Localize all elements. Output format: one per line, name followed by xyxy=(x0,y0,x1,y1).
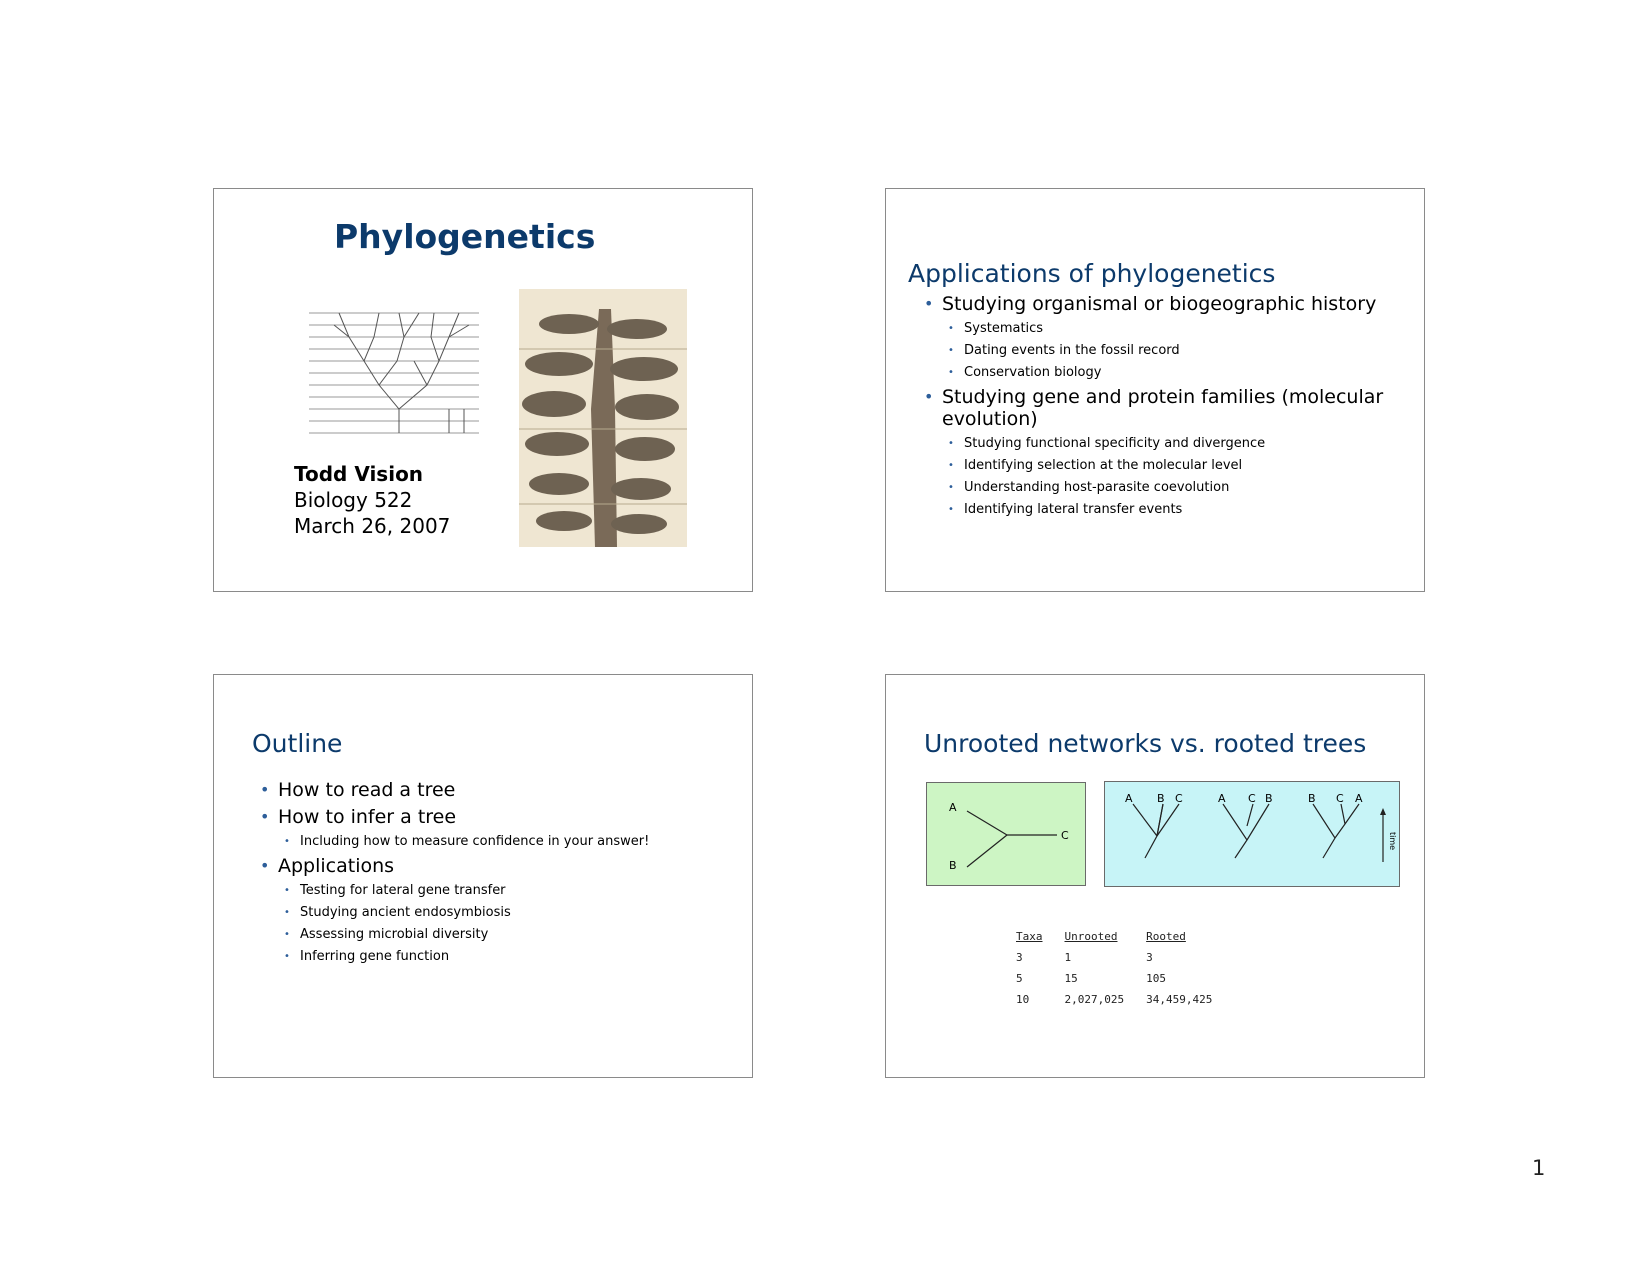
table-cell: 34,459,425 xyxy=(1146,993,1213,1006)
sub-bullet-item: • Assessing microbial diversity xyxy=(258,926,728,943)
course-name: Biology 522 xyxy=(294,488,413,512)
slide-heading: Outline xyxy=(252,729,343,758)
taxon-label: C xyxy=(1175,792,1183,805)
taxon-label: A xyxy=(1218,792,1226,805)
bullet-item: • Studying organismal or biogeographic history xyxy=(922,293,1402,315)
column-header: Rooted xyxy=(1146,930,1186,943)
bullet-list xyxy=(922,293,1402,523)
author-block xyxy=(294,461,450,539)
taxon-label: B xyxy=(1308,792,1316,805)
lecture-date: March 26, 2007 xyxy=(294,514,451,538)
table-header-row xyxy=(1016,930,1234,951)
taxon-label: C xyxy=(1061,829,1069,842)
sub-bullet-item: • Systematics xyxy=(922,320,1402,337)
page-number: 1 xyxy=(1532,1156,1546,1180)
slide-outline xyxy=(213,674,753,1078)
table-row xyxy=(1016,993,1234,1014)
sub-bullet-item: • Studying ancient endosymbiosis xyxy=(258,904,728,921)
tree-of-life-image xyxy=(519,289,687,547)
taxon-label: C xyxy=(1336,792,1344,805)
unrooted-network-diagram xyxy=(926,782,1086,886)
sub-bullet-item: • Inferring gene function xyxy=(258,948,728,965)
bullet-item: • How to read a tree xyxy=(258,779,728,801)
taxon-label: B xyxy=(1157,792,1165,805)
table-cell: 2,027,025 xyxy=(1064,993,1125,1006)
author-name: Todd Vision xyxy=(294,462,424,486)
sub-bullet-item: • Including how to measure confidence in your answer! xyxy=(258,833,728,850)
sub-bullet-item: • Conservation biology xyxy=(922,364,1402,381)
sub-bullet-item: • Dating events in the fossil record xyxy=(922,342,1402,359)
sub-bullet-item: • Testing for lateral gene transfer xyxy=(258,882,728,899)
taxon-label: A xyxy=(1125,792,1133,805)
table-cell: 15 xyxy=(1064,972,1078,985)
bullet-list xyxy=(258,779,728,970)
bullet-item: • Applications xyxy=(258,855,728,877)
table-row xyxy=(1016,951,1234,972)
taxon-label: B xyxy=(1265,792,1273,805)
sub-bullet-item: • Studying functional specificity and divergence xyxy=(922,435,1402,452)
taxon-label: A xyxy=(949,801,957,814)
slide-networks xyxy=(885,674,1425,1078)
slide-heading: Unrooted networks vs. rooted trees xyxy=(924,729,1367,758)
column-header: Unrooted xyxy=(1064,930,1118,943)
table-row xyxy=(1016,972,1234,993)
taxon-label: A xyxy=(1355,792,1363,805)
table-cell: 1 xyxy=(1064,951,1072,964)
table-cell: 5 xyxy=(1016,972,1023,985)
sub-bullet-item: • Identifying selection at the molecular level xyxy=(922,457,1402,474)
time-axis-label: time xyxy=(1388,832,1397,851)
rooted-trees-diagram xyxy=(1104,781,1400,887)
slide-heading: Applications of phylogenetics xyxy=(908,259,1276,288)
sub-bullet-item: • Identifying lateral transfer events xyxy=(922,501,1402,518)
presentation-title: Phylogenetics xyxy=(334,217,596,256)
table-cell: 3 xyxy=(1016,951,1023,964)
slide-applications xyxy=(885,188,1425,592)
phylogeny-sketch-image xyxy=(309,299,479,437)
sub-bullet-item: • Understanding host-parasite coevolution xyxy=(922,479,1402,496)
bullet-item: • Studying gene and protein families (molecular evolution) xyxy=(922,386,1402,430)
taxon-label: C xyxy=(1248,792,1256,805)
time-arrow-icon xyxy=(1380,808,1386,862)
bullet-item: • How to infer a tree xyxy=(258,806,728,828)
tree-count-table xyxy=(1016,930,1234,1014)
table-cell: 3 xyxy=(1146,951,1153,964)
table-cell: 10 xyxy=(1016,993,1030,1006)
taxon-label: B xyxy=(949,859,957,872)
slide-title xyxy=(213,188,753,592)
column-header: Taxa xyxy=(1016,930,1043,943)
table-cell: 105 xyxy=(1146,972,1166,985)
